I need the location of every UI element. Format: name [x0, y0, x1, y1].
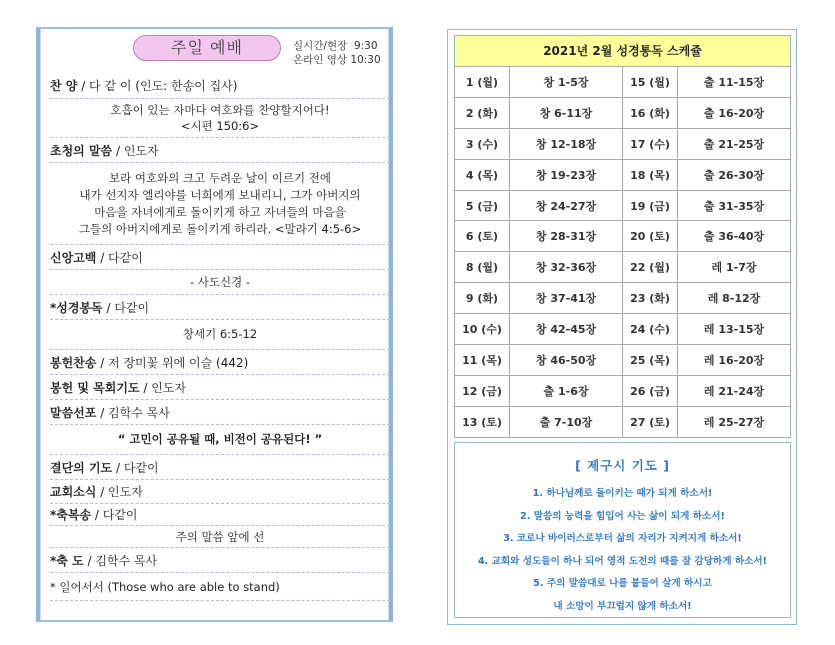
schedule-row [455, 406, 791, 437]
reading-cell: 출 1-6장 [510, 375, 623, 406]
reading-cell: 출 11-15장 [678, 67, 791, 98]
day-cell: 2 (화) [455, 97, 510, 128]
stand-note: * 일어서서 (Those who are able to stand) [50, 573, 390, 601]
reading-cell: 창 1-5장 [510, 67, 623, 98]
service-times [293, 39, 381, 67]
reading-cell: 출 31-35장 [678, 190, 791, 221]
day-cell: 3 (수) [455, 128, 510, 159]
schedule-row [455, 345, 791, 376]
scripture-quote-malachi: 보라 여호와의 크고 두려운 날이 이르기 전에 내가 선지자 엘리야를 너희에게 보내리니, 그가 아버지의 마음을 자녀에게로 돌이키게 하고 자녀들의 마음을 그들의 아버지에게로 돌이키게 하리라. <말라기 4:5-6> [50, 163, 390, 245]
order-item-benediction: *축 도 / 김학수 목사 [50, 548, 390, 573]
order-item-blessing-song: *축복송 / 다같이 [50, 504, 390, 526]
day-cell: 8 (월) [455, 252, 510, 283]
schedule-table [454, 66, 791, 438]
reading-cell: 레 13-15장 [678, 314, 791, 345]
worship-order-panel [36, 27, 393, 622]
prayer-list [455, 483, 790, 619]
day-cell: 22 (월) [623, 252, 678, 283]
reading-cell: 출 21-25장 [678, 128, 791, 159]
day-cell: 4 (목) [455, 159, 510, 190]
schedule-row [455, 314, 791, 345]
day-cell: 25 (목) [623, 345, 678, 376]
schedule-row [455, 190, 791, 221]
day-cell: 1 (월) [455, 67, 510, 98]
prayer-line: 내 소망이 부끄럽지 않게 하소서! [553, 600, 692, 612]
reading-cell: 창 46-50장 [510, 345, 623, 376]
day-cell: 13 (토) [455, 406, 510, 437]
reading-cell: 창 24-27장 [510, 190, 623, 221]
reading-cell: 레 8-12장 [678, 283, 791, 314]
reading-cell: 창 28-31장 [510, 221, 623, 252]
day-cell: 16 (화) [623, 97, 678, 128]
day-cell: 10 (수) [455, 314, 510, 345]
prayer-line: 4. 교회와 성도들이 하나 되어 영적 도전의 때를 잘 감당하게 하소서! [477, 555, 768, 567]
order-item-offering-prayer: 봉헌 및 목회기도 / 인도자 [50, 375, 390, 400]
reading-cell: 레 16-20장 [678, 345, 791, 376]
prayer-box [454, 442, 791, 618]
schedule-table-body [455, 67, 791, 438]
day-cell: 23 (화) [623, 283, 678, 314]
day-cell: 15 (월) [623, 67, 678, 98]
reading-cell: 창 42-45장 [510, 314, 623, 345]
scripture-reference: 창세기 6:5-12 [50, 320, 390, 350]
worship-header [40, 29, 389, 71]
prayer-line: 1. 하나님께로 돌이키는 때가 되게 하소서! [532, 488, 713, 499]
prayer-line: 3. 코로나 바이러스로부터 삶의 자리가 지켜지게 하소서! [503, 533, 742, 545]
day-cell: 20 (토) [623, 221, 678, 252]
day-cell: 11 (목) [455, 345, 510, 376]
scripture-quote-psalm: 호흡이 있는 자마다 여호와를 찬양할지어다! <시편 150:6> [50, 99, 390, 138]
schedule-row [455, 97, 791, 128]
order-item-scripture-reading: *성경봉독 / 다같이 [50, 295, 390, 320]
prayer-line: 5. 주의 말씀대로 나를 붙들어 살게 하시고 [533, 578, 712, 590]
day-cell: 12 (금) [455, 375, 510, 406]
day-cell: 9 (화) [455, 283, 510, 314]
order-item-invitation: 초청의 말씀 / 인도자 [50, 138, 390, 163]
day-cell: 6 (토) [455, 221, 510, 252]
reading-cell: 출 26-30장 [678, 159, 791, 190]
schedule-row [455, 128, 791, 159]
reading-schedule-panel [447, 29, 797, 625]
reading-cell: 창 37-41장 [510, 283, 623, 314]
reading-cell: 창 19-23장 [510, 159, 623, 190]
reading-cell: 출 16-20장 [678, 97, 791, 128]
reading-cell: 출 36-40장 [678, 221, 791, 252]
schedule-row [455, 221, 791, 252]
day-cell: 5 (금) [455, 190, 510, 221]
schedule-row [455, 67, 791, 98]
reading-cell: 레 21-24장 [678, 375, 791, 406]
schedule-row [455, 375, 791, 406]
apostles-creed: - 사도신경 - [50, 270, 390, 295]
schedule-row [455, 252, 791, 283]
day-cell: 19 (금) [623, 190, 678, 221]
order-item-praise: 찬 양 / 다 같 이 (인도: 한송이 집사) [50, 74, 390, 99]
reading-cell: 레 1-7장 [678, 252, 791, 283]
worship-title: 주일 예배 [133, 35, 281, 61]
schedule-title: 2021년 2월 성경통독 스케쥴 [454, 35, 791, 67]
day-cell: 24 (수) [623, 314, 678, 345]
reading-cell: 창 12-18장 [510, 128, 623, 159]
sermon-title: “ 고민이 공유될 때, 비전이 공유된다! ” [50, 425, 390, 455]
blessing-song-title: 주의 말씀 앞에 선 [50, 526, 390, 548]
order-item-sermon: 말씀선포 / 김학수 목사 [50, 400, 390, 425]
order-item-decision-prayer: 결단의 기도 / 다같이 [50, 455, 390, 480]
reading-cell: 창 32-36장 [510, 252, 623, 283]
schedule-row [455, 283, 791, 314]
schedule-row [455, 159, 791, 190]
reading-cell: 출 7-10장 [510, 406, 623, 437]
day-cell: 18 (목) [623, 159, 678, 190]
service-time-online: 온라인 영상 10:30 [293, 54, 381, 66]
order-item-confession: 신앙고백 / 다같이 [50, 245, 390, 270]
reading-cell: 레 25-27장 [678, 406, 791, 437]
day-cell: 26 (금) [623, 375, 678, 406]
prayer-line: 2. 말씀의 능력을 힘입어 사는 삶이 되게 하소서! [520, 510, 725, 522]
order-item-announcements: 교회소식 / 인도자 [50, 480, 390, 504]
reading-cell: 창 6-11장 [510, 97, 623, 128]
prayer-title: [ 제구시 기도 ] [575, 458, 670, 473]
day-cell: 27 (토) [623, 406, 678, 437]
day-cell: 17 (수) [623, 128, 678, 159]
order-item-offering-hymn: 봉헌찬송 / 저 장미꽃 위에 이슬 (442) [50, 350, 390, 375]
service-time-live: 실시간/현장 9:30 [293, 40, 378, 52]
